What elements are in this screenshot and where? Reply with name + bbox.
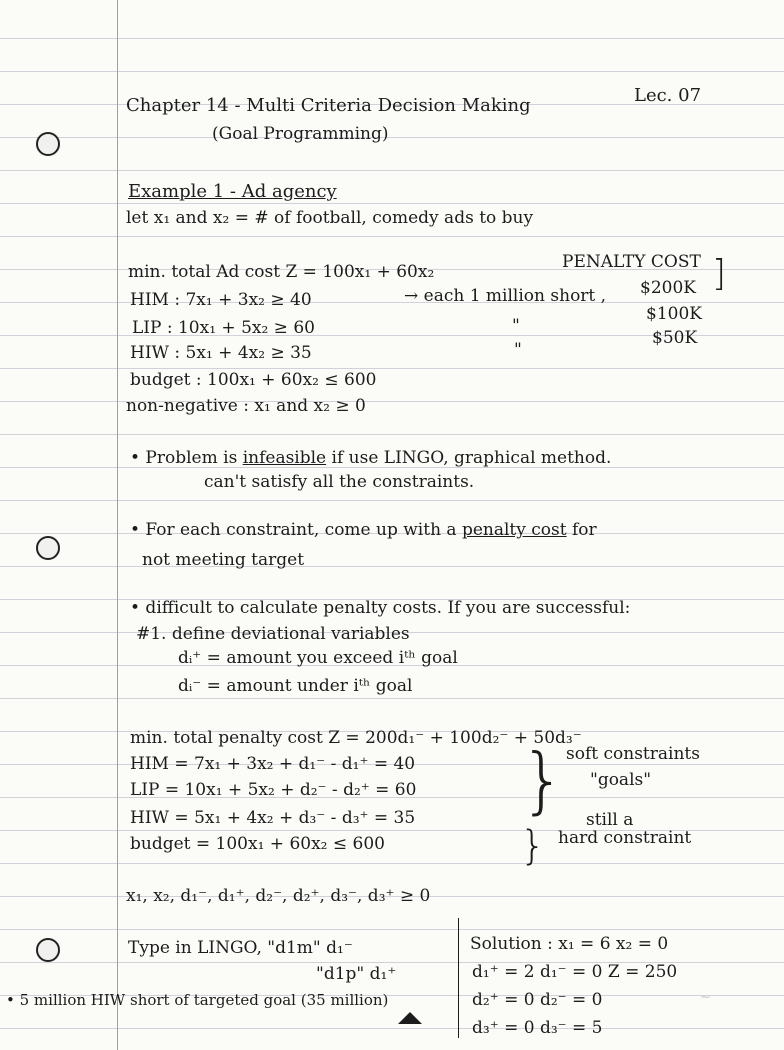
- solution-line-4: d₃⁺ = 0 d₃⁻ = 5: [472, 1018, 603, 1038]
- goals-label: "goals": [590, 770, 652, 790]
- goal-constraint-hiw: HIW = 5x₁ + 4x₂ + d₃⁻ - d₃⁺ = 35: [130, 808, 416, 828]
- penalty-cost-lip: $100K: [646, 304, 702, 324]
- soft-constraints-label: soft constraints: [566, 744, 700, 764]
- brace-mark: }: [520, 823, 546, 869]
- chapter-title: Chapter 14 - Multi Criteria Decision Making: [126, 95, 531, 116]
- penalty-note: [130, 520, 597, 540]
- d-minus-definition: dᵢ⁻ = amount under iᵗʰ goal: [178, 676, 413, 696]
- define-deviational-variables: #1. define deviational variables: [136, 624, 410, 644]
- penalty-cost-word: penalty cost: [461, 520, 567, 540]
- goal-constraint-lip: LIP = 10x₁ + 5x₂ + d₂⁻ - d₂⁺ = 60: [130, 780, 417, 800]
- note-text: • Problem is: [130, 448, 238, 468]
- example-heading: Example 1 - Ad agency: [128, 181, 337, 202]
- penalty-note-line2: not meeting target: [142, 550, 305, 570]
- constraint-budget: budget : 100x₁ + 60x₂ ≤ 600: [130, 370, 377, 390]
- penalty-cost-label: PENALTY COST: [562, 252, 701, 272]
- lecture-number: Lec. 07: [634, 85, 702, 106]
- ditto-mark: ": [512, 316, 520, 336]
- constraint-hiw: HIW : 5x₁ + 4x₂ ≥ 35: [130, 343, 312, 363]
- objective-ad-cost: min. total Ad cost Z = 100x₁ + 60x₂: [128, 262, 435, 282]
- infeasible-note-line2: can't satisfy all the constraints.: [204, 472, 475, 492]
- difficult-note: • difficult to calculate penalty costs. If you are successful:: [130, 598, 631, 618]
- binder-hole: [36, 536, 60, 560]
- margin-line: [117, 0, 118, 1050]
- solution-line-1: Solution : x₁ = 6 x₂ = 0: [470, 934, 669, 954]
- d-plus-definition: dᵢ⁺ = amount you exceed iᵗʰ goal: [178, 648, 458, 668]
- brace-mark: }: [520, 738, 566, 822]
- note-text: • For each constraint, come up with a: [130, 520, 457, 540]
- arrow-up-icon: [398, 1012, 422, 1024]
- chapter-subtitle: (Goal Programming): [212, 124, 389, 144]
- infeasible-word: infeasible: [242, 448, 327, 468]
- constraint-nonnegative: non-negative : x₁ and x₂ ≥ 0: [126, 396, 366, 416]
- constraint-lip: LIP : 10x₁ + 5x₂ ≥ 60: [132, 318, 315, 338]
- goal-constraint-him: HIM = 7x₁ + 3x₂ + d₁⁻ - d₁⁺ = 40: [130, 754, 416, 774]
- nonnegativity-all: x₁, x₂, d₁⁻, d₁⁺, d₂⁻, d₂⁺, d₃⁻, d₃⁺ ≥ 0: [126, 886, 431, 906]
- binder-hole: [36, 938, 60, 962]
- still-a-label: still a: [586, 810, 634, 830]
- lingo-type-note: Type in LINGO, "d1m" d₁⁻: [128, 938, 353, 958]
- note-text: if use LINGO, graphical method.: [331, 448, 612, 468]
- solution-line-2: d₁⁺ = 2 d₁⁻ = 0 Z = 250: [472, 962, 678, 982]
- objective-penalty-cost: min. total penalty cost Z = 200d₁⁻ + 100d₂⁻ + 50d₃⁻: [130, 728, 582, 748]
- infeasible-note: [130, 448, 611, 468]
- variable-definition: let x₁ and x₂ = # of football, comedy ads to buy: [126, 208, 534, 228]
- penalty-cost-him: $200K: [640, 278, 696, 298]
- lingo-type-note-line2: "d1p" d₁⁺: [316, 964, 397, 984]
- binder-hole: [36, 132, 60, 156]
- ditto-mark: ": [514, 340, 522, 360]
- solution-line-3: d₂⁺ = 0 d₂⁻ = 0: [472, 990, 603, 1010]
- divider-line: [458, 918, 459, 1038]
- note-text: for: [572, 520, 597, 540]
- hard-constraint-budget: budget = 100x₁ + 60x₂ ≤ 600: [130, 834, 385, 854]
- short-of-goal-note: • 5 million HIW short of targeted goal (35 million): [6, 991, 389, 1009]
- hard-constraint-label: hard constraint: [558, 828, 692, 848]
- watermark-logo: ~: [700, 990, 711, 1005]
- constraint-him: HIM : 7x₁ + 3x₂ ≥ 40: [130, 290, 312, 310]
- each-million-short-note: → each 1 million short ,: [404, 286, 607, 306]
- bracket-mark: ]: [712, 253, 727, 294]
- penalty-cost-hiw: $50K: [652, 328, 698, 348]
